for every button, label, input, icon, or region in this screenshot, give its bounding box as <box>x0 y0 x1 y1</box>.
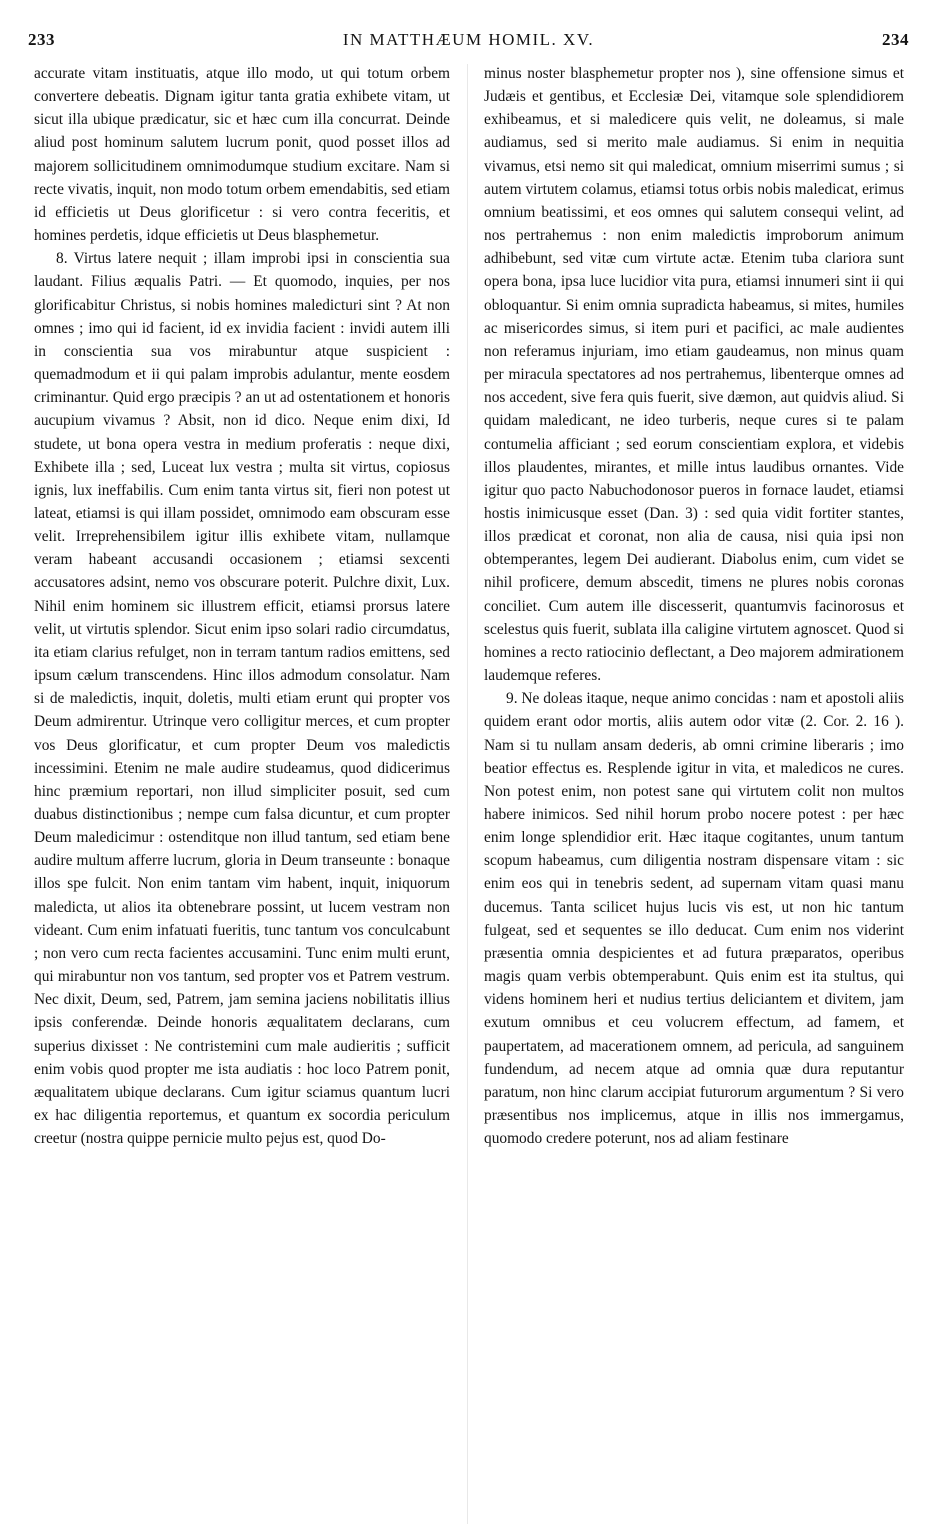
right-column <box>484 62 904 1532</box>
paragraph: 8. Virtus latere nequit ; illam improbi ipsi in conscientia sua laudant. Filius æqualis Patri. — Et quomodo, inquies, per nos glorificabitur Christus, si nobis homines maledicturi sint ? At non omnes ; imo qui id facient, id ex invidia facient : invidi autem illi in conscientia sua vos mirabuntur atque suspicient : quemadmodum et ii qui palam improbis adulantur, mente eosdem criminantur. Quid ergo præcipis ? an ut ad ostentationem et honoris aucupium vivamus ? Absit, non id dico. Neque enim dixi, Id studete, ut bona opera vestra in medium proferatis : neque dixi, Exhibete illa ; sed, Luceat lux vestra ; multa sit virtus, copiosus ignis, lux ineffabilis. Cum enim tanta virtus sit, fieri non potest ut lateat, etiamsi is qui illam possidet, omnimodo eam obscuram esse velit. Irreprehensibilem igitur illis exhibete vitam, nullamque veram habeant accusandi occasionem ; etiamsi sexcenti accusatores adsint, nemo vos obscurare poterit. Pulchre dixit, Lux. Nihil enim hominem sic illustrem efficit, etiamsi prorsus latere velit, ut virtutis splendor. Sicut enim ipso solari radio circumdatus, ita etiam clarius refulget, non in terram tantum radios emittens, sed ipsum cælum transcendens. Hinc illos admodum consolatur. Nam si de maledictis, inquit, doletis, multi etiam erunt qui propter vos Deum admirentur. Utrinque vero colligitur merces, et cum propter vos Deus glorificatur, et cum propter Deum vos maledictis incessimini. Etenim ne male audire studeamus, quod didicerimus hinc præmium reportari, non illud simpliciter posuit, sed cum duabus distinctionibus ; nempe cum falsa dicuntur, et cum propter Deum maledicimur : ostenditque non illud tantum, sed etiam bene audire multum afferre lucrum, gloria in Deum transeunte : bonaque illos spe fulcit. Non enim tantam vim habent, inquit, iniquorum maledicta, ut alios ita obtenebrare possint, ut lucem vestram non videant. Cum enim infatuati fueritis, tunc tantum vos conculcabunt ; non vero cum recta facientes accusamini. Tunc enim multi erunt, qui mirabuntur non vos tantum, sed propter vos et Patrem vestrum. Nec dixit, Deum, sed, Patrem, jam semina jaciens nobilitatis illius ipsis conferendæ. Deinde honoris æqualitatem declarans, cum superius dixisset : Ne contristemini cum male audieritis ; sufficit enim vobis quod propter me ista audiatis : hoc loco Patrem ponit, æqualitatem ubique declarans. Cum igitur sciamus quantum lucri ex hac diligentia reportemus, et quantum ex socordia periculum creetur (nostra quippe pernicie multo pejus est, quod Do- <box>34 250 450 1148</box>
paragraph: 9. Ne doleas itaque, neque animo concidas : nam et apostoli aliis quidem erant odor mortis, aliis autem odor vitæ (2. Cor. 2. 16 ). Nam si tu nullam ansam dederis, ab omni crimine liberaris ; imo beatior effectus es. Resplende igitur in vita, et maledicos ne cures. Non potest enim, non potest sane qui virtutem colit non multos habere inimicos. Sed nihil horum probo nocere potest : per hæc enim longe splendidior erit. Hæc itaque cogitantes, unum tantum scopum habeamus, cum diligentia nostram dispensare vitam : sic enim eos qui in tenebris sedent, ad supernam vitam quasi manu ducemus. Tanta scilicet hujus lucis vis est, ut non hic tantum fulgeat, sed et sequentes se illo deducat. Cum enim nos viderint præsentia omnia despicientes et ad futura præparatos, operibus magis quam verbis obtemperabunt. Quis enim est ita stultus, qui videns hominem heri et nudius tertius deliciantem et divitem, jam exutum omnibus et ceu volucrem effectum, ad famem, et paupertatem, ad macerationem omnem, ad pericula, ad sanguinem fundendum, ad necem atque ad omnia quæ dura reputantur paratum, non hinc clarum accipiat futurorum argumentum ? Si vero præsentibus nos implicemus, atque in illis nos immergamus, quomodo credere poterunt, nos ad aliam festinare <box>484 690 904 1148</box>
paragraph: accurate vitam instituatis, atque illo modo, ut qui totum orbem convertere debeatis. Dignam igitur tanta gratia exhibete vitam, ut sicut illa ubique prædicatur, sic et hæc cum illa concurrat. Deinde aliud post hominum salutem lucrum ponit, quod posset illos ad majorem sollicitudinem omnimodumque studium excitare. Nam si recte vivatis, inquit, non modo totum orbem emendabitis, sed etiam id efficietis ut Deus glorificetur : si vero contra feceritis, et homines perdetis, idque efficietis ut Deus blasphemetur. <box>34 65 450 245</box>
column-divider <box>467 64 468 1524</box>
running-title: IN MATTHÆUM HOMIL. XV. <box>342 30 595 49</box>
paragraph: minus noster blasphemetur propter nos ), sine offensione simus et Judæis et gentibus, et Ecclesiæ Dei, vitamque sole splendidiorem exhibeamus, et si maledicere quis velit, ne doleamus, si male audiamus, sed si merito male audiamus. Si enim in nequitia vivamus, etsi nemo sit qui maledicat, omnium miserrimi sumus ; si autem virtutem colamus, etiamsi totus orbis nobis maledicat, erimus omnium beatissimi, et eos omnes qui salutem consequi velint, ad nos pertrahemus : non enim maledictis improborum animum adhibebunt, sed vitæ cum virtute actæ. Etenim tuba clariora sunt opera bona, ipsa luce lucidior vita pura, etiamsi innumeri sint ii qui obloquantur. Si enim omnia supradicta habeamus, si mites, humiles ac misericordes simus, si item puri et pacifici, ac male audientes non referamus injuriam, imo etiam gaudeamus, non minus quam per miracula spectatores ad nos pertrahemus, libenterque omnes ad nos accedent, sive fera quis fuerit, sive dæmon, aut quidvis aliud. Si quidam maledicant, ne ideo turberis, neque cures si te palam contumelia afficiant ; sed eorum conscientiam explora, et videbis illos plaudentes, mirantes, et mille intus laudibus ornantes. Vide igitur quo pacto Nabuchodonosor pueros in fornace laudet, etiamsi hostis inimicusque esset (Dan. 3) : sed quia vidit fortiter stantes, illos prædicat et coronat, non alia de causa, nisi quia ipsi non obtemperantes, legem Dei audierant. Diabolus enim, cum videt se nihil proficere, demum abscedit, timens ne plures nobis coronas conciliet. Cum autem ille discesserit, quantumvis facinorosus et scelestus quis fuerit, sublata illa caligine virtutem agnoscet. Quod si homines a recto ratiocinio deflectant, a Deo majorem admirationem laudemque referes. <box>484 65 904 685</box>
page-number-left: 233 <box>28 30 55 49</box>
page-number-right: 234 <box>882 30 909 49</box>
running-header <box>28 30 909 58</box>
left-column <box>34 62 450 1532</box>
